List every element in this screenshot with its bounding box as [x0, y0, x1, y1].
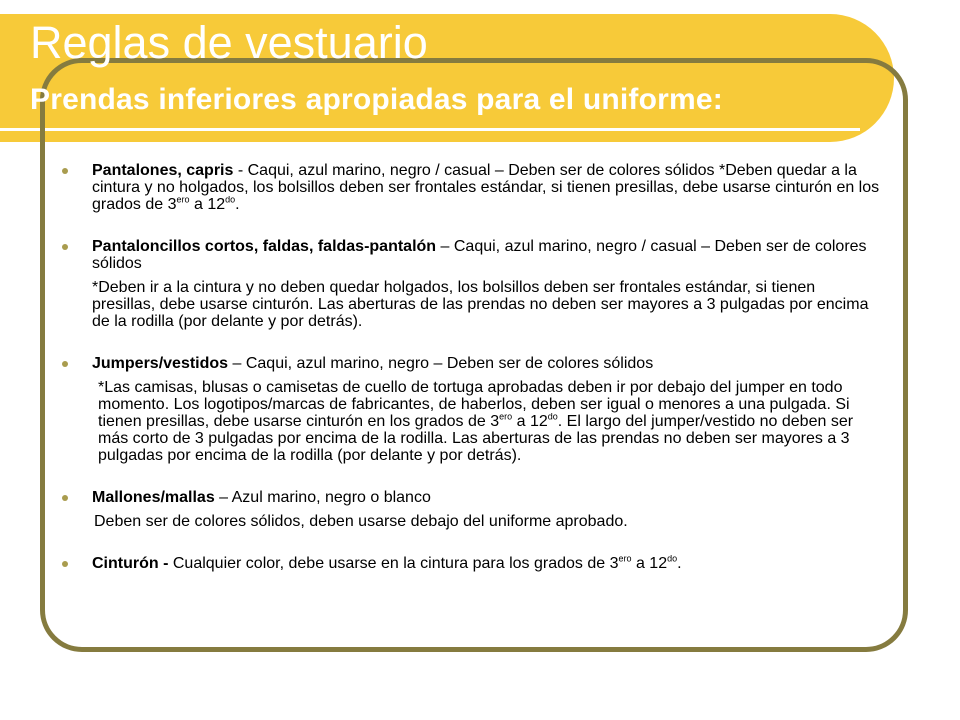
- ordinal-sup: do: [225, 194, 236, 205]
- item-text: [92, 355, 882, 372]
- item-note: [92, 379, 882, 464]
- item-desc-mid: a 12: [189, 196, 226, 213]
- list-item-cinturon: [62, 555, 882, 572]
- bullet-icon: [62, 361, 68, 367]
- list-item-pantalones: [62, 162, 882, 213]
- bullet-icon: [62, 561, 68, 567]
- item-note: Deben ser de colores sólidos, deben usarse debajo del uniforme aprobado.: [94, 513, 628, 530]
- ordinal-sup: ero: [499, 411, 513, 422]
- item-lead: Mallones/mallas: [92, 489, 215, 506]
- slide-subtitle: Prendas inferiores apropiadas para el uniforme:: [30, 83, 723, 116]
- item-desc-mid: a 12: [631, 555, 668, 572]
- ordinal-sup: ero: [176, 194, 190, 205]
- item-text: [92, 238, 882, 272]
- item-text: [92, 489, 882, 506]
- note-part-a: *Las camisas, blusas o camisetas de cuello de tortuga aprobadas deben ir por debajo del jumper en todo momento. Los logotipos/marcas de fabricantes, de haberlos, deben ser igual o menores a una pulgada. Si tienen presillas, debe usarse cinturón en los grados de 3: [98, 379, 850, 430]
- item-lead: Pantaloncillos cortos, faldas, faldas-pantalón: [92, 238, 437, 255]
- item-desc: – Caqui, azul marino, negro / casual – Deben ser de colores sólidos: [92, 238, 867, 272]
- ordinal-sup: do: [667, 553, 678, 564]
- item-text: [92, 555, 882, 572]
- list-item-mallones: [62, 489, 882, 530]
- item-lead: Jumpers/vestidos: [92, 355, 229, 372]
- slide-title: Reglas de vestuario: [30, 17, 428, 68]
- bullet-icon: [62, 244, 68, 250]
- item-desc: - Caqui, azul marino, negro / casual – Deben ser de colores sólidos *Deben quedar a la cintura y no holgados, los bolsillos deben ser frontales estándar, si tienen presillas, debe usarse cinturón en los grados de 3: [92, 162, 880, 213]
- item-desc: – Azul marino, negro o blanco: [214, 489, 431, 506]
- ordinal-sup: do: [547, 411, 558, 422]
- item-desc: Cualquier color, debe usarse en la cintura para los grados de 3: [172, 555, 619, 572]
- item-desc-end: .: [235, 196, 240, 213]
- item-lead: Pantalones, capris: [92, 162, 234, 179]
- item-note: *Deben ir a la cintura y no deben quedar holgados, los bolsillos deben ser frontales estándar, si tienen presillas, debe usarse cinturón. Las aberturas de las prendas no deben ser mayores a 3 pulgadas por encima de la rodilla (por delante y por detrás).: [92, 279, 869, 330]
- list-item-jumpers: [62, 355, 882, 464]
- item-text: [92, 162, 882, 213]
- item-lead: Cinturón -: [92, 555, 173, 572]
- note-part-c: . El largo del jumper/vestido no deben ser más corto de 3 pulgadas por encima de la rodilla. Las aberturas de las prendas no deben ser mayores a 3 pulgadas por encima de la rodilla (por delante y por detrás).: [98, 413, 854, 464]
- item-desc: – Caqui, azul marino, negro – Deben ser de colores sólidos: [228, 355, 654, 372]
- note-part-b: a 12: [512, 413, 548, 430]
- bullet-icon: [62, 495, 68, 501]
- rules-list: [62, 162, 882, 572]
- item-desc-end: .: [677, 555, 682, 572]
- bullet-icon: [62, 168, 68, 174]
- list-item-pantaloncillos: [62, 238, 882, 330]
- ordinal-sup: ero: [618, 553, 632, 564]
